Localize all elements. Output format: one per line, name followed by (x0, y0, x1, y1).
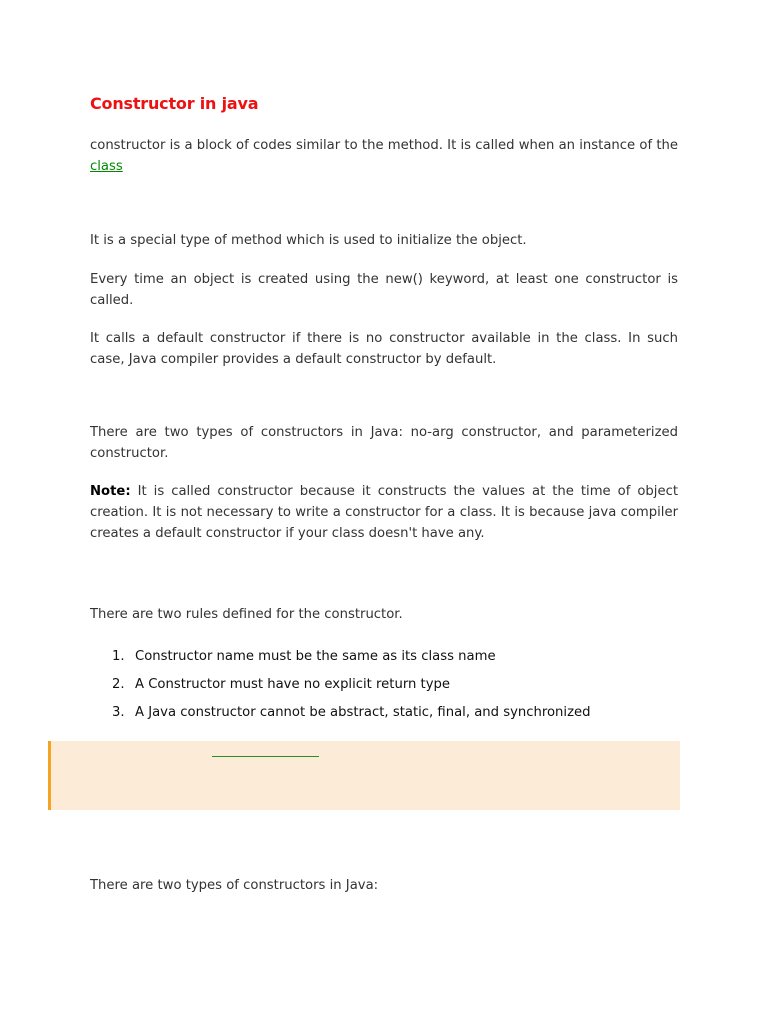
paragraph-rules-intro: There are two rules defined for the constructor. (90, 607, 403, 622)
list-item (90, 702, 678, 730)
note-label: Note: (90, 484, 131, 499)
list-item-text: A Constructor must have no explicit return type (135, 677, 451, 692)
rules-list (90, 646, 678, 730)
paragraph-special-method: It is a special type of method which is used to initialize the object. (90, 233, 527, 248)
page-title: Constructor in java (90, 94, 259, 113)
list-item-number: 1. (112, 649, 125, 664)
paragraph-two-types: There are two types of constructors in Java: no-arg constructor, and parameterized constructor. (90, 425, 678, 461)
list-item-number: 3. (112, 705, 125, 720)
intro-text: constructor is a block of codes similar to the method. It is called when an instance of the (90, 138, 678, 153)
callout-box (48, 741, 680, 810)
callout-link-underline[interactable] (212, 756, 319, 757)
paragraph-default-constructor: It calls a default constructor if there is no constructor available in the class. In such case, Java compiler provides a default constructor by default. (90, 331, 678, 367)
list-item (90, 646, 678, 674)
list-item-text: Constructor name must be the same as its class name (135, 649, 496, 664)
class-link[interactable]: class (90, 159, 123, 174)
list-item-number: 2. (112, 677, 125, 692)
paragraph-types-intro: There are two types of constructors in Java: (90, 878, 379, 893)
intro-paragraph (90, 135, 678, 177)
note-paragraph (90, 481, 678, 544)
paragraph-new-keyword: Every time an object is created using the new() keyword, at least one constructor is called. (90, 272, 678, 308)
note-text: It is called constructor because it constructs the values at the time of object creation. It is not necessary to write a constructor for a class. It is because java compiler creates a default constructor if your class doesn't have any. (90, 484, 678, 541)
list-item (90, 674, 678, 702)
list-item-text: A Java constructor cannot be abstract, static, final, and synchronized (135, 705, 591, 720)
